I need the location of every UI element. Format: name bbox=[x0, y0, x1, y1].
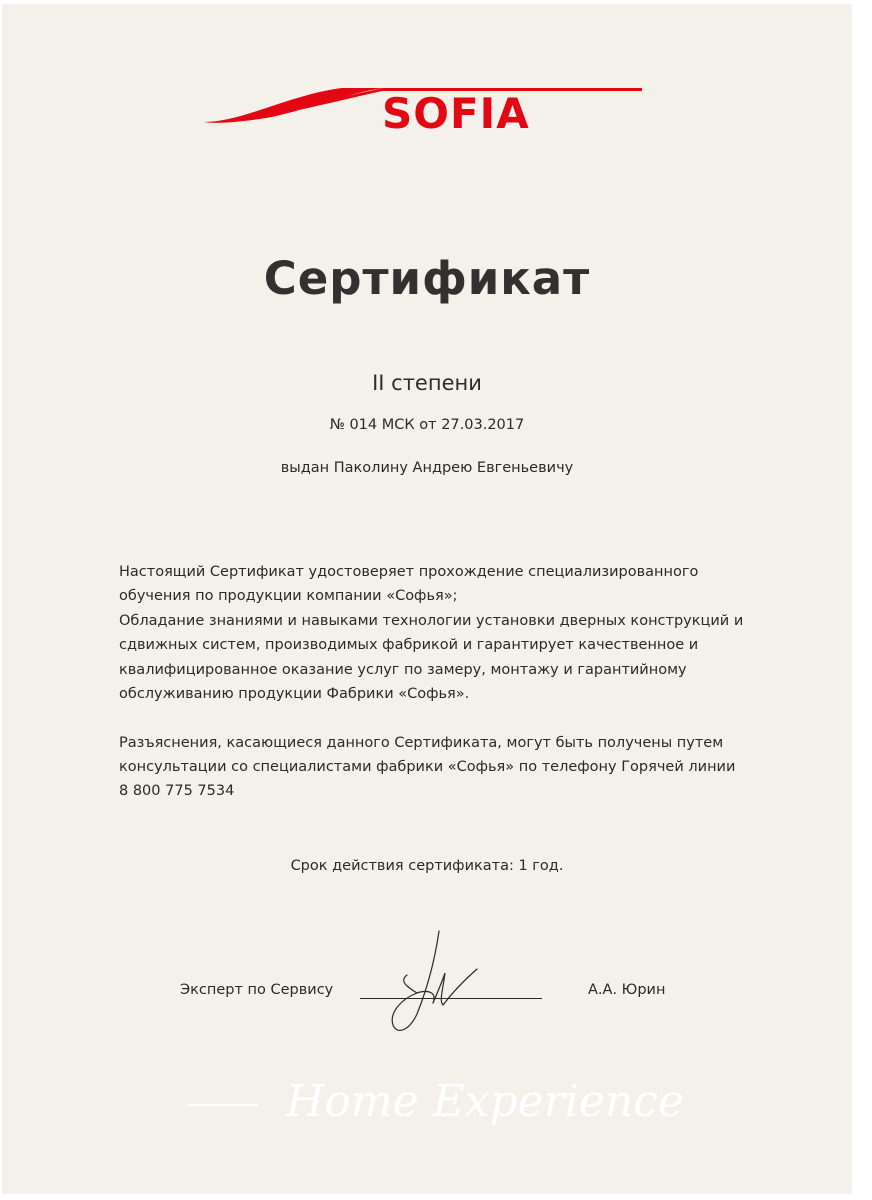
signatory-role: Эксперт по Сервису bbox=[180, 982, 334, 998]
body-line: Настоящий Сертификат удостоверяет прохождение специализированного bbox=[119, 564, 699, 580]
body-line: обучения по продукции компании «Софья»; bbox=[119, 588, 458, 605]
body-line: квалифицированное оказание услуг по замеру, монтажу и гарантийному bbox=[119, 661, 687, 678]
contact-line: Разъяснения, касающиеся данного Сертификата, могут быть получены путем bbox=[119, 735, 724, 751]
hotline-phone: 8 800 775 7534 bbox=[119, 783, 235, 799]
home-experience-watermark bbox=[188, 1076, 684, 1136]
certificate-recipient: выдан Паколину Андрею Евгеньевичу bbox=[280, 460, 574, 476]
certificate-body-paragraph bbox=[119, 560, 809, 706]
certificate-title: Сертификат bbox=[263, 252, 591, 305]
watermark-text: Home Experience bbox=[286, 1076, 684, 1127]
watermark-dash bbox=[188, 1104, 258, 1106]
contact-line: консультации со специалистами фабрики «Софья» по телефону Горячей линии bbox=[119, 759, 736, 775]
handwritten-signature bbox=[377, 929, 487, 1039]
certificate-number: № 014 МСК от 27.03.2017 bbox=[329, 417, 525, 433]
validity-period: Срок действия сертификата: 1 год. bbox=[290, 858, 564, 874]
certificate-contact-paragraph bbox=[119, 731, 809, 803]
signatory-name: А.А. Юрин bbox=[588, 982, 666, 998]
body-line: сдвижных систем, производимых фабрикой и гарантирует качественное и bbox=[119, 637, 699, 654]
body-line: Обладание знаниями и навыками технологии установки дверных конструкций и bbox=[119, 612, 744, 629]
certificate-degree: II степени bbox=[372, 371, 482, 395]
sofia-logo bbox=[202, 84, 652, 134]
svg-text:SOFIA: SOFIA bbox=[382, 89, 530, 134]
body-line: обслуживанию продукции Фабрики «Софья». bbox=[119, 686, 470, 703]
certificate-page bbox=[2, 4, 852, 1194]
